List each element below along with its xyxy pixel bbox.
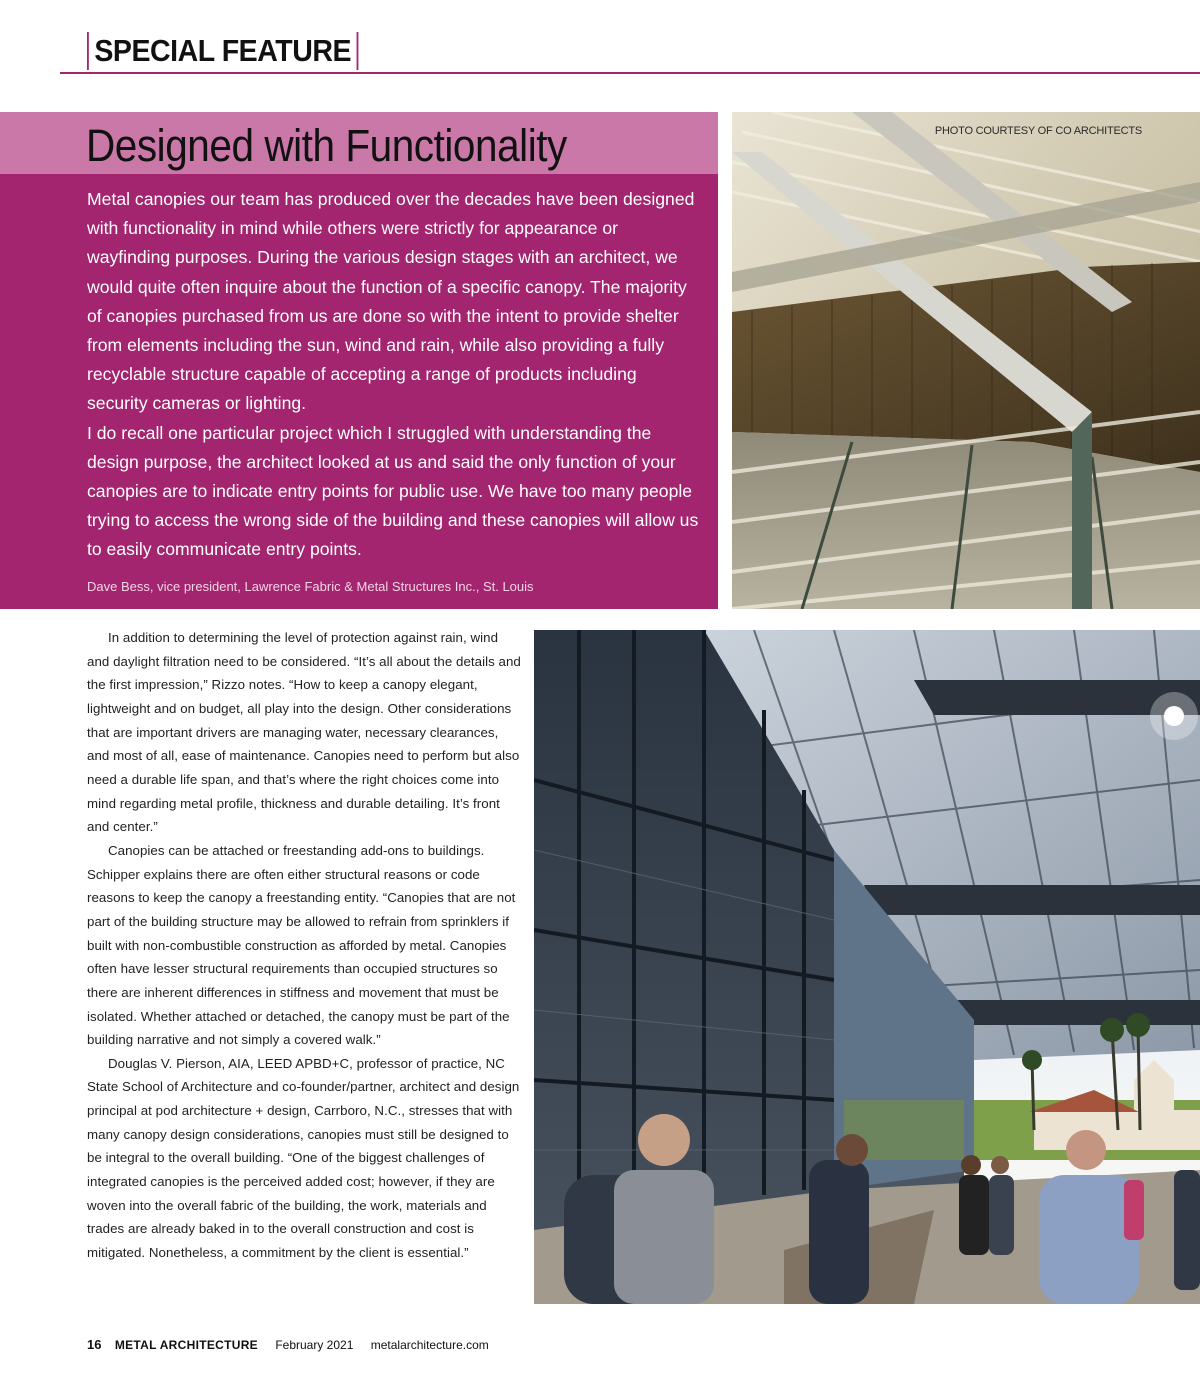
issue-date: February 2021 (275, 1338, 354, 1352)
page-footer (87, 1336, 503, 1354)
article-body (87, 626, 521, 1265)
photo-credit: PHOTO COURTESY OF CO ARCHITECTS (934, 125, 1142, 137)
sidebar-body (87, 185, 702, 565)
building-canopy-image (534, 630, 1200, 1304)
sidebar-credit: Dave Bess, vice president, Lawrence Fabric & Metal Structures Inc., St. Louis (87, 579, 534, 594)
canopy-detail-photo (732, 112, 1200, 609)
page-number: 16 (87, 1337, 102, 1352)
canopy-detail-image (732, 112, 1200, 609)
article-paragraph: In addition to determining the level of protection against rain, wind and daylight filtration need to be considered. “It’s all about the details and the first impression,” Rizzo notes. “How to keep a canopy elegant, lightweight and on budget, all play into the design. Other considerations that are important drivers are managing water, necessary clearances, and most of all, ease of maintenance. Canopies need to perform but also need a durable life span, and that’s where the right choices come into mind regarding metal profile, thickness and durable detailing. It’s front and center.” (87, 630, 521, 835)
section-header (60, 30, 1200, 74)
article-paragraph: Douglas V. Pierson, AIA, LEED APBD+C, professor of practice, NC State School of Architecture and co-founder/partner, architect and design principal at pod architecture + design, Carrboro, N.C., stresses that with many canopy design considerations, canopies must still be designed to be integral to the overall building. “One of the biggest challenges of integrated canopies is the perceived added cost; however, if they are woven into the overall fabric of the building, the work, materials and trades are already baked in to the overall construction and cost is mitigated. Nonetheless, a commitment by the client is essential.” (87, 1055, 520, 1261)
sidebar-box (0, 112, 718, 609)
building-canopy-photo (534, 630, 1200, 1304)
sidebar-paragraph: I do recall one particular project which I struggled with understanding the design purpose, the architect looked at us and said the only function of your canopies are to indicate entry points for public use. We have too many people trying to access the wrong side of the building and these canopies will allow us to easily communicate entry points. (87, 422, 699, 560)
magazine-name: METAL ARCHITECTURE (114, 1338, 258, 1352)
section-label: SPECIAL FEATURE (87, 32, 358, 70)
website: metalarchitecture.com (370, 1338, 489, 1352)
sidebar-paragraph: Metal canopies our team has produced over the decades have been designed with functionality in mind while others were strictly for appearance or wayfinding purposes. During the various design stages with an architect, we would quite often inquire about the function of a specific canopy. The majority of canopies purchased from us are done so with the intent to provide shelter from elements including the sun, wind and rain, while also providing a fully recyclable structure capable of accepting a range of products including security cameras or lighting. (87, 189, 695, 414)
article-paragraph: Canopies can be attached or freestanding add-ons to buildings. Schipper explains there are often either structural reasons or code reasons to keep the canopy a freestanding entity. “Canopies that are not part of the building structure may be allowed to refrain from sprinklers if built with non-combustible construction as afforded by metal. Canopies often have lesser structural requirements than occupied structures so there are inherent differences in stiffness and movement that must be isolated. Whether attached or detached, the canopy must be part of the building narrative and not simply a covered walk.” (87, 842, 516, 1048)
sidebar-title-band (0, 112, 718, 174)
sidebar-title: Designed with Functionality (86, 120, 567, 171)
